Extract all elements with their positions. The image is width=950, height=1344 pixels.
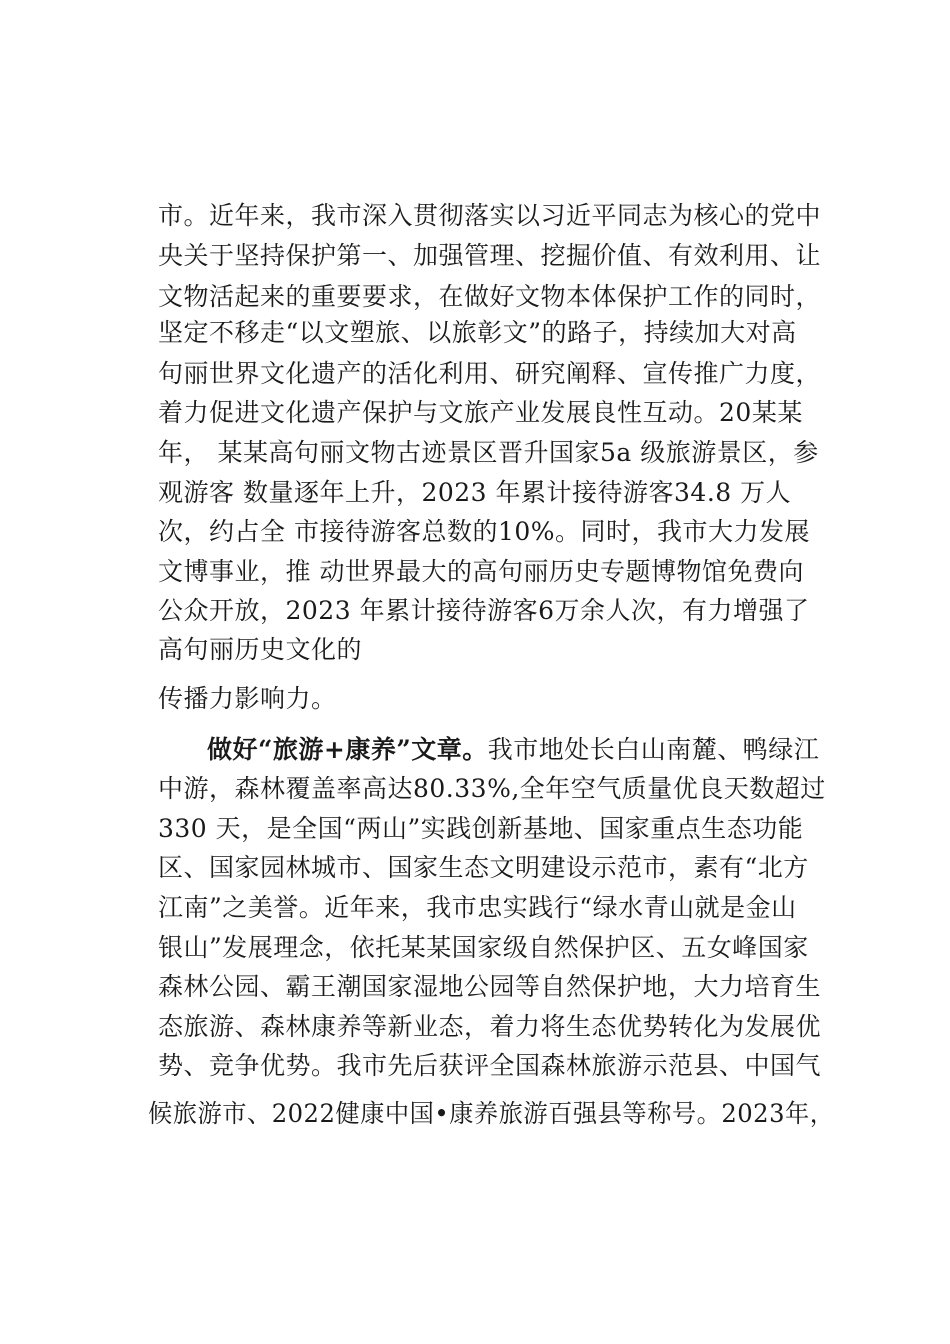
text-line: 公众开放，2023 年累计接待游客6万余人次，有力增强了 [158, 596, 810, 625]
text-line: 观游客 数量逐年上升，2023 年累计接待游客34.8 万人 [158, 478, 792, 507]
text-line: 态旅游、森林康养等新业态，着力将生态优势转化为发展优 [158, 1012, 822, 1041]
text-line: 次，约占全 市接待游客总数的10%。同时，我市大力发展 [158, 517, 811, 546]
text-line: 银山”发展理念，依托某某国家级自然保护区、五女峰国家 [158, 933, 809, 962]
text-line: 势、竞争优势。我市先后获评全国森林旅游示范县、中国气 [158, 1051, 822, 1080]
text-line: 坚定不移走“以文塑旅、以旅彰文”的路子，持续加大对高 [158, 318, 797, 347]
text-line: 市。近年来，我市深入贯彻落实以习近平同志为核心的党中 [158, 201, 822, 230]
text-line: 央关于坚持保护第一、加强管理、挖掘价值、有效利用、让 [158, 241, 822, 270]
text-line: 森林公园、霸王潮国家湿地公园等自然保护地，大力培育生 [158, 972, 822, 1001]
text-line: 句丽世界文化遗产的活化利用、研究阐释、宣传推广力度， [158, 359, 822, 388]
paragraph-first-line [207, 733, 819, 767]
text-line: 年， 某某高句丽文物古迹景区晋升国家5a 级旅游景区，参 [158, 438, 819, 467]
section-heading: 做好“旅游+康养”文章。 [207, 735, 488, 764]
text-line: 330 天，是全国“两山”实践创新基地、国家重点生态功能 [158, 814, 804, 843]
text-line: 文博事业，推 动世界最大的高句丽历史专题博物馆免费向 [158, 557, 804, 586]
text-line: 我市地处长白山南麓、鸭绿江 [487, 735, 820, 764]
text-line: 区、国家园林城市、国家生态文明建设示范市，素有“北方 [158, 853, 809, 882]
text-line: 文物活起来的重要要求，在做好文物本体保护工作的同时， [158, 282, 822, 311]
text-line: 中游，森林覆盖率高达80.33%,全年空气质量优良天数超过 [158, 774, 826, 803]
text-line: 着力促进文化遗产保护与文旅产业发展良性互动。20某某 [158, 398, 803, 427]
text-line: 高句丽历史文化的 [158, 635, 363, 664]
text-line: 候旅游市、2022健康中国•康养旅游百强县等称号。2023年， [148, 1099, 835, 1128]
text-line: 江南”之美誉。近年来，我市忠实践行“绿水青山就是金山 [158, 893, 797, 922]
text-line: 传播力影响力。 [158, 684, 337, 713]
